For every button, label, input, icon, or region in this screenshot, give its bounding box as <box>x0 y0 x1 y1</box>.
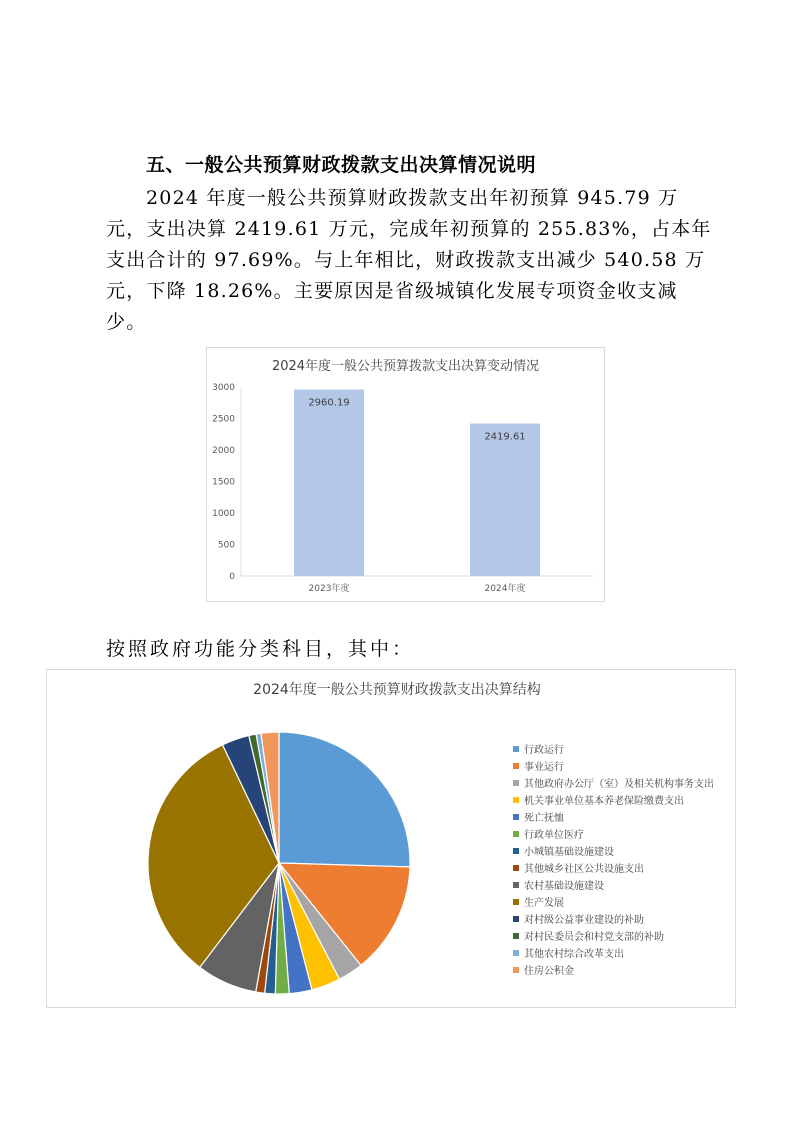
legend-label: 生产发展 <box>524 898 564 909</box>
legend-label: 对村级公益事业建设的补助 <box>524 915 644 926</box>
paragraph-line: 元，下降 18.26%。主要原因是省级城镇化发展专项资金收支减 <box>106 280 678 302</box>
legend-swatch <box>513 933 519 939</box>
section-heading: 五、一般公共预算财政拨款支出决算情况说明 <box>146 154 537 176</box>
legend-swatch <box>513 882 519 888</box>
legend-label: 机关事业单位基本养老保险缴费支出 <box>524 796 684 807</box>
legend-label: 行政运行 <box>524 745 564 756</box>
paragraph-line: 少。 <box>106 311 147 333</box>
legend-label: 小城镇基础设施建设 <box>524 847 614 858</box>
legend-item <box>513 757 714 774</box>
legend-item <box>513 893 714 910</box>
pie-slice <box>279 732 410 867</box>
legend-swatch <box>513 899 519 905</box>
legend-swatch <box>513 865 519 871</box>
legend-swatch <box>513 797 519 803</box>
legend-label: 事业运行 <box>524 762 564 773</box>
bar <box>470 424 540 576</box>
legend-label: 农村基础设施建设 <box>524 881 604 892</box>
pie-chart-title: 2024年度一般公共预算财政拨款支出决算结构 <box>253 682 541 698</box>
y-tick-label: 2000 <box>212 446 235 456</box>
x-tick-label: 2023年度 <box>308 584 350 594</box>
legend-swatch <box>513 967 519 973</box>
bar-data-label: 2419.61 <box>484 431 526 443</box>
paragraph-line: 2024 年度一般公共预算财政拨款支出年初预算 945.79 万 <box>146 187 679 209</box>
section-paragraph <box>106 183 712 338</box>
paragraph-line: 元，支出决算 2419.61 万元，完成年初预算的 255.83%，占本年 <box>106 218 712 240</box>
legend-item <box>513 740 714 757</box>
legend-item <box>513 944 714 961</box>
pie-legend <box>513 740 714 978</box>
legend-swatch <box>513 746 519 752</box>
legend-label: 其他政府办公厅（室）及相关机构事务支出 <box>524 779 714 790</box>
pie-chart <box>46 669 736 1008</box>
legend-label: 其他城乡社区公共设施支出 <box>524 864 644 875</box>
legend-item <box>513 910 714 927</box>
legend-label: 死亡抚恤 <box>524 813 564 824</box>
legend-swatch <box>513 831 519 837</box>
y-tick-label: 1500 <box>212 477 235 488</box>
bar-chart-plot <box>207 348 604 601</box>
legend-swatch <box>513 848 519 854</box>
legend-item <box>513 808 714 825</box>
legend-item <box>513 876 714 893</box>
y-tick-label: 3000 <box>212 383 235 393</box>
y-tick-label: 2500 <box>212 414 235 425</box>
paragraph-line: 支出合计的 97.69%。与上年相比，财政拨款支出减少 540.58 万 <box>106 249 706 271</box>
bar <box>294 390 364 576</box>
legend-label: 对村民委员会和村党支部的补助 <box>524 932 664 943</box>
legend-item <box>513 825 714 842</box>
legend-label: 住房公积金 <box>524 966 574 977</box>
legend-item <box>513 859 714 876</box>
legend-swatch <box>513 916 519 922</box>
legend-label: 其他农村综合改革支出 <box>524 949 624 960</box>
x-tick-label: 2024年度 <box>484 584 526 594</box>
legend-swatch <box>513 814 519 820</box>
bar-chart-title: 2024年度一般公共预算拨款支出决算变动情况 <box>271 359 540 374</box>
legend-item <box>513 961 714 978</box>
legend-item <box>513 927 714 944</box>
legend-item <box>513 842 714 859</box>
y-tick-label: 500 <box>217 540 235 551</box>
legend-swatch <box>513 950 519 956</box>
intro-text: 按照政府功能分类科目，其中： <box>106 638 415 660</box>
y-tick-label: 0 <box>229 572 235 582</box>
legend-label: 行政单位医疗 <box>524 830 584 841</box>
legend-swatch <box>513 763 519 769</box>
legend-swatch <box>513 780 519 786</box>
bar-data-label: 2960.19 <box>308 397 350 409</box>
legend-item <box>513 791 714 808</box>
legend-item <box>513 774 714 791</box>
y-tick-label: 1000 <box>212 509 235 519</box>
bar-chart <box>206 347 605 602</box>
